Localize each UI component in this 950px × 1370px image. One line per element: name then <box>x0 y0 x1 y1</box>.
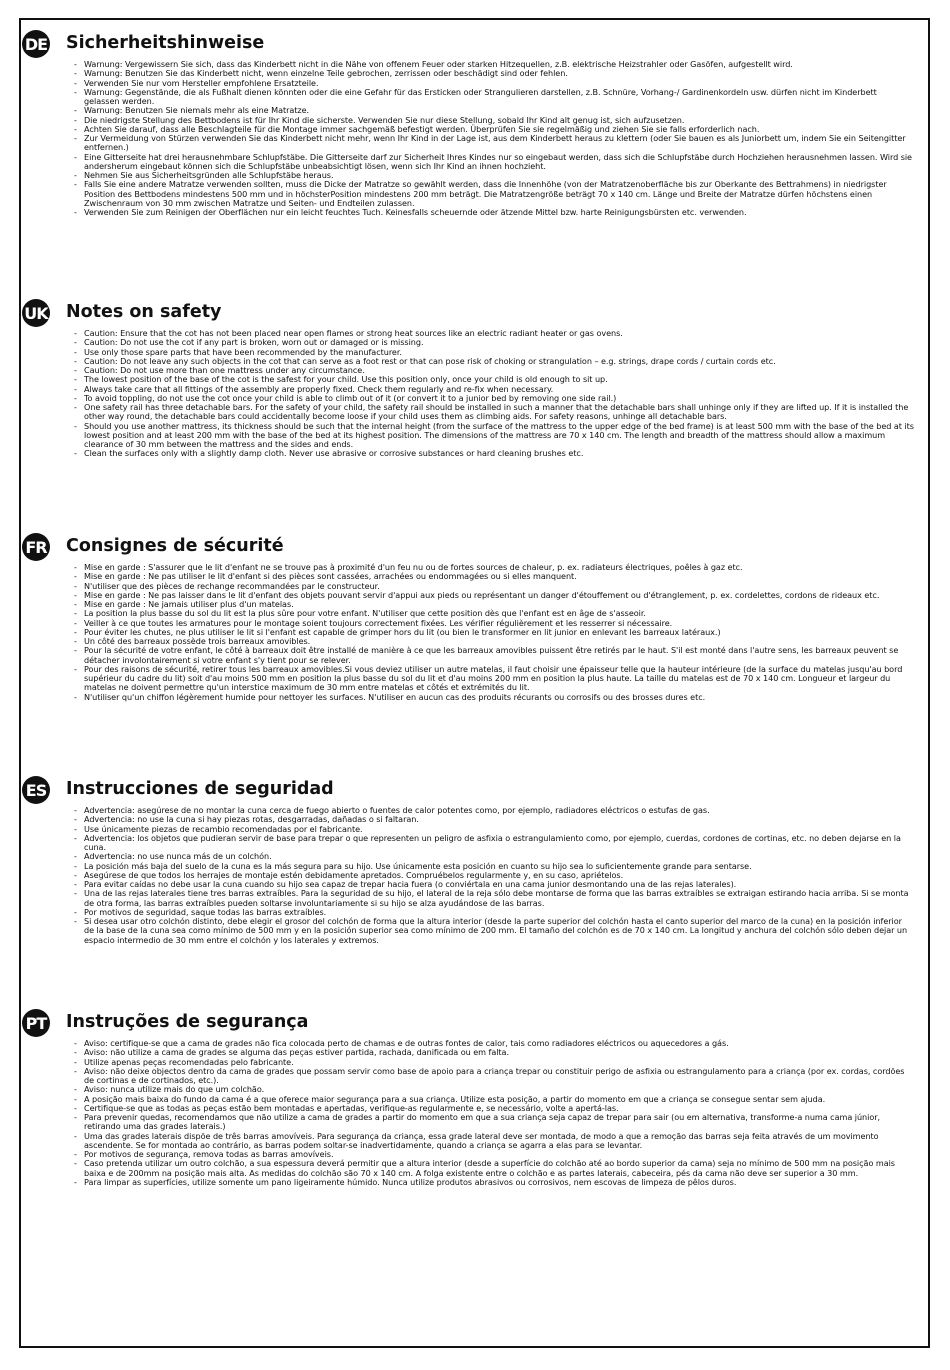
safety-note-item: - Always take care that all fittings of the assembly are properly fixed. Check them regularly and re-fix when necessary. <box>74 385 914 394</box>
safety-note-item: - Advertencia: no use nunca más de un colchón. <box>74 852 914 861</box>
safety-note-item: - La position la plus basse du sol du lit est la plus sûre pour votre enfant. N'utiliser que cette position dès que l'enfant est en âge de s'asseoir. <box>74 609 914 618</box>
safety-note-item: - Falls Sie eine andere Matratze verwenden sollten, muss die Dicke der Matratze so gewählt werden, dass die Innenhöhe (von der Matratzenoberfläche bis zur Oberkante des Bettrahmens) in niedrigster Position des Bettbodens mindestens 500 mm und in höchsterPosition mindestens 200 mm beträgt. Die Matratzengröße beträgt 70 x 140 cm. Länge und Breite der Matratze dürfen höchstens einen Zwischenraum von 30 mm zwischen Matratze und Seiten- und Endteilen zulassen. <box>74 180 914 208</box>
safety-note-item: - Una de las rejas laterales tiene tres barras extraíbles. Para la seguridad de su hijo, el lateral de la reja sólo debe montarse de forma que las barras extraíbles se extraigan estirando hacia arriba. Si se monta de otra forma, las barras extraíbles pueden soltarse involuntariamente si su hijo se alza ayudándose de las barras. <box>74 889 914 908</box>
safety-list-fr <box>74 563 914 702</box>
safety-note-item: - Warnung: Gegenstände, die als Fußhalt dienen könnten oder die eine Gefahr für das Ersticken oder Strangulieren darstellen, z.B. Schnüre, Vorhang-/ Gardinenkordeln usw. dürfen nicht im Kinderbett gelassen werden. <box>74 88 914 107</box>
safety-note-item: - Caution: Ensure that the cot has not been placed near open flames or strong heat sources like an electric radiant heater or gas ovens. <box>74 329 914 338</box>
safety-note-item: - Verwenden Sie nur vom Hersteller empfohlene Ersatzteile. <box>74 79 914 88</box>
language-badge-de: DE <box>22 30 50 58</box>
safety-note-item: - Caution: Do not leave any such objects in the cot that can serve as a foot rest or that can pose risk of choking or strangulation – e.g. strings, drape cords / curtain cords etc. <box>74 357 914 366</box>
safety-note-item: - Mise en garde : Ne pas utiliser le lit d'enfant si des pièces sont cassées, arrachées ou endommagées ou si elles manquent. <box>74 572 914 581</box>
safety-note-item: - Caution: Do not use the cot if any part is broken, worn out or damaged or is missing. <box>74 338 914 347</box>
safety-note-item: - Utilize apenas peças recomendadas pelo fabricante. <box>74 1058 914 1067</box>
safety-note-item: - Should you use another mattress, its thickness should be such that the internal height (from the surface of the mattress to the upper edge of the bed frame) is at least 500 mm with the base of the bed at its lowest position and at least 200 mm with the base of the bed at its highest position. The dimensions of the mattress are 70 x 140 cm. The length and breadth of the mattress should allow a maximum clearance of 30 mm between the mattress and the sides and ends. <box>74 422 914 450</box>
safety-note-item: - Eine Gitterseite hat drei herausnehmbare Schlupfstäbe. Die Gitterseite darf zur Sicherheit Ihres Kindes nur so eingebaut werden, dass sich die Schlupfstäbe durch Hochziehen herausnehmen lassen. Wird sie andersherum eingebaut können sich die Schlupfstäbe unbeabsichtigt lösen, wenn sich Ihr Kind an ihnen hochzieht. <box>74 153 914 172</box>
safety-note-item: - N'utiliser qu'un chiffon légèrement humide pour nettoyer les surfaces. N'utiliser en aucun cas des produits récurants ou corrosifs ou des brosses dures etc. <box>74 693 914 702</box>
safety-note-item: - Para evitar caídas no debe usar la cuna cuando su hijo sea capaz de trepar hacia fuera (o conviértala en una cama junior desmontando una de las rejas laterales). <box>74 880 914 889</box>
safety-note-item: - Aviso: não deixe objectos dentro da cama de grades que possam servir como base de apoio para a criança trepar ou constituir perigo de asfixia ou estrangulamento para a criança (por ex. cordas, cordões de cortinas e de cortinados, etc.). <box>74 1067 914 1086</box>
safety-note-item: - Un côté des barreaux possède trois barreaux amovibles. <box>74 637 914 646</box>
safety-note-item: - Por motivos de segurança, remova todas as barras amovíveis. <box>74 1150 914 1159</box>
safety-note-item: - Si desea usar otro colchón distinto, debe elegir el grosor del colchón de forma que la altura interior (desde la parte superior del colchón hasta el canto superior del marco de la cuna) en la posición inferior de la base de la cuna sea como mínimo de 500 mm y en la posición superior sea como mínimo de 200 mm. El tamaño del colchón es de 70 x 140 cm. La longitud y anchura del colchón sólo deben dejar un espacio intermedio de 30 mm entre el colchón y los laterales y extremos. <box>74 917 914 945</box>
safety-note-item: - Veiller à ce que toutes les armatures pour le montage soient toujours correctement fixées. Les vérifier régulièrement et les resserrer si nécessaire. <box>74 619 914 628</box>
safety-note-item: - Mise en garde : S'assurer que le lit d'enfant ne se trouve pas à proximité d'un feu nu ou de fortes sources de chaleur, p. ex. radiateurs électriques, poêles à gaz etc. <box>74 563 914 572</box>
safety-note-item: - Nehmen Sie aus Sicherheitsgründen alle Schlupfstäbe heraus. <box>74 171 914 180</box>
section-title-de: Sicherheitshinweise <box>66 33 265 53</box>
safety-note-item: - N'utiliser que des pièces de rechange recommandées par le constructeur. <box>74 582 914 591</box>
section-title-uk: Notes on safety <box>66 302 222 322</box>
safety-note-item: - Aviso: nunca utilize mais do que um colchão. <box>74 1085 914 1094</box>
safety-note-item: - Advertencia: asegúrese de no montar la cuna cerca de fuego abierto o fuentes de calor potentes como, por ejemplo, radiadores eléctricos o estufas de gas. <box>74 806 914 815</box>
safety-note-item: - Warnung: Benutzen Sie niemals mehr als eine Matratze. <box>74 106 914 115</box>
safety-note-item: - Clean the surfaces only with a slightly damp cloth. Never use abrasive or corrosive substances or hard cleaning brushes etc. <box>74 449 914 458</box>
safety-note-item: - Achten Sie darauf, dass alle Beschlagteile für die Montage immer sachgemäß befestigt werden. Überprüfen Sie sie regelmäßig und ziehen Sie sie falls erforderlich nach. <box>74 125 914 134</box>
language-badge-pt: PT <box>22 1009 50 1037</box>
safety-note-item: - Caution: Do not use more than one mattress under any circumstance. <box>74 366 914 375</box>
section-title-fr: Consignes de sécurité <box>66 536 284 556</box>
safety-list-de <box>74 60 914 217</box>
safety-note-item: - The lowest position of the base of the cot is the safest for your child. Use this position only, once your child is old enough to sit up. <box>74 375 914 384</box>
safety-note-item: - Asegúrese de que todos los herrajes de montaje estén debidamente apretados. Compruébelos regularmente y, en su caso, apriételos. <box>74 871 914 880</box>
safety-note-item: - Para limpar as superfícies, utilize somente um pano ligeiramente húmido. Nunca utilize produtos abrasivos ou corrosivos, nem escovas de limpeza de pêlos duros. <box>74 1178 914 1187</box>
safety-note-item: - Zur Vermeidung von Stürzen verwenden Sie das Kinderbett nicht mehr, wenn Ihr Kind in der Lage ist, aus dem Kinderbett heraus zu klettern (oder Sie bauen es als Juniorbett um, indem Sie ein Seitengitter entfernen.) <box>74 134 914 153</box>
safety-note-item: - Mise en garde : Ne pas laisser dans le lit d'enfant des objets pouvant servir d'appui aux pieds ou représentant un danger d'étouffement ou d'étranglement, p. ex. cordelettes, cordons de rideaux etc. <box>74 591 914 600</box>
language-badge-fr: FR <box>22 533 50 561</box>
safety-note-item: - Caso pretenda utilizar um outro colchão, a sua espessura deverá permitir que a altura interior (desde a superfície do colchão até ao bordo superior da cama) seja no mínimo de 500 mm na posição mais baixa e de 200mm na posição mais alta. As medidas do colchão são 70 x 140 cm. A folga existente entre o colchão e as partes laterais, cabeceira, pés da cama não deve ser superior a 30 mm. <box>74 1159 914 1178</box>
safety-note-item: - Advertencia: los objetos que pudieran servir de base para trepar o que representen un peligro de asfixia o estrangulamiento como, por ejemplo, cuerdas, cordones de cortinas, etc. no deben dejarse en la cuna. <box>74 834 914 853</box>
safety-note-item: - Por motivos de seguridad, saque todas las barras extraíbles. <box>74 908 914 917</box>
safety-note-item: - Warnung: Vergewissern Sie sich, dass das Kinderbett nicht in die Nähe von offenem Feuer oder starken Hitzequellen, z.B. elektrische Heizstrahler oder Gasöfen, aufgestellt wird. <box>74 60 914 69</box>
section-title-pt: Instruções de segurança <box>66 1012 309 1032</box>
safety-note-item: - Certifique-se que as todas as peças estão bem montadas e apertadas, verifique-as regularmente e, se necessário, volte a apertá-las. <box>74 1104 914 1113</box>
safety-note-item: - One safety rail has three detachable bars. For the safety of your child, the safety rail should be installed in such a manner that the detachable bars shall unhinge only if they are lifted up. If it is installed the other way round, the detachable bars could accidentally become loose if your child uses them as climbing aids. For safety reasons, unhinge all detachable bars. <box>74 403 914 422</box>
safety-note-item: - Warnung: Benutzen Sie das Kinderbett nicht, wenn einzelne Teile gebrochen, zerrissen oder beschädigt sind oder fehlen. <box>74 69 914 78</box>
safety-note-item: - Pour éviter les chutes, ne plus utiliser le lit si l'enfant est capable de grimper hors du lit (ou bien le transformer en lit junior en enlevant les barreaux latéraux.) <box>74 628 914 637</box>
language-badge-es: ES <box>22 776 50 804</box>
safety-note-item: - La posición más baja del suelo de la cuna es la más segura para su hijo. Use únicamente esta posición en cuanto su hijo sea lo suficientemente grande para sentarse. <box>74 862 914 871</box>
safety-note-item: - To avoid toppling, do not use the cot once your child is able to climb out of it (or convert it to a junior bed by removing one side rail.) <box>74 394 914 403</box>
safety-note-item: - Para prevenir quedas, recomendamos que não utilize a cama de grades a partir do momento em que a sua criança seja capaz de trepar para sair (ou em alternativa, transforme-a numa cama júnior, retirando uma das grades laterais.) <box>74 1113 914 1132</box>
safety-list-pt <box>74 1039 914 1187</box>
safety-note-item: - Aviso: certifique-se que a cama de grades não fica colocada perto de chamas e de outras fontes de calor, tais como radiadores eléctricos ou aquecedores a gás. <box>74 1039 914 1048</box>
safety-note-item: - Verwenden Sie zum Reinigen der Oberflächen nur ein leicht feuchtes Tuch. Keinesfalls scheuernde oder ätzende Mittel bzw. harte Reinigungsbürsten etc. verwenden. <box>74 208 914 217</box>
language-badge-uk: UK <box>22 299 50 327</box>
safety-note-item: - Pour des raisons de sécurité, retirer tous les barreaux amovibles.Si vous deviez utiliser un autre matelas, il faut choisir une épaisseur telle que la hauteur intérieure (de la surface du matelas jusqu'au bord supérieur du cadre du lit) soit d'au moins 500 mm en position la plus basse du sol du lit et d'au moins 200 mm en position la plus haute. La taille du matelas est de 70 x 140 cm. Longueur et largeur du matelas ne doivent permettre qu'un interstice maximum de 30 mm entre matelas et côtés et extrémités du lit. <box>74 665 914 693</box>
safety-note-item: - Die niedrigste Stellung des Bettbodens ist für Ihr Kind die sicherste. Verwenden Sie nur diese Stellung, sobald Ihr Kind alt genug ist, sich aufzusetzen. <box>74 116 914 125</box>
safety-list-es <box>74 806 914 945</box>
safety-note-item: - Use únicamente piezas de recambio recomendadas por el fabricante. <box>74 825 914 834</box>
safety-list-uk <box>74 329 914 459</box>
safety-note-item: - Pour la sécurité de votre enfant, le côté à barreaux doit être installé de manière à ce que les barreaux amovibles puissent être retirés par le haut. S'il est monté dans l'autre sens, les barreaux peuvent se détacher involontairement si votre enfant s'y tient pour se relever. <box>74 646 914 665</box>
safety-note-item: - Advertencia: no use la cuna si hay piezas rotas, desgarradas, dañadas o si faltaran. <box>74 815 914 824</box>
safety-note-item: - A posição mais baixa do fundo da cama é a que oferece maior segurança para a sua criança. Utilize esta posição, a partir do momento em que a criança se consegue sentar sem ajuda. <box>74 1095 914 1104</box>
safety-note-item: - Aviso: não utilize a cama de grades se alguma das peças estiver partida, rachada, danificada ou em falta. <box>74 1048 914 1057</box>
safety-note-item: - Uma das grades laterais dispõe de três barras amovíveis. Para segurança da criança, essa grade lateral deve ser montada, de modo a que a remoção das barras seja feita através de um movimento ascendente. Se for montada ao contrário, as barras podem soltar-se inadvertidamente, quando a criança se agarra a elas para se levantar. <box>74 1132 914 1151</box>
safety-note-item: - Use only those spare parts that have been recommended by the manufacturer. <box>74 348 914 357</box>
section-title-es: Instrucciones de seguridad <box>66 779 334 799</box>
safety-note-item: - Mise en garde : Ne jamais utiliser plus d'un matelas. <box>74 600 914 609</box>
